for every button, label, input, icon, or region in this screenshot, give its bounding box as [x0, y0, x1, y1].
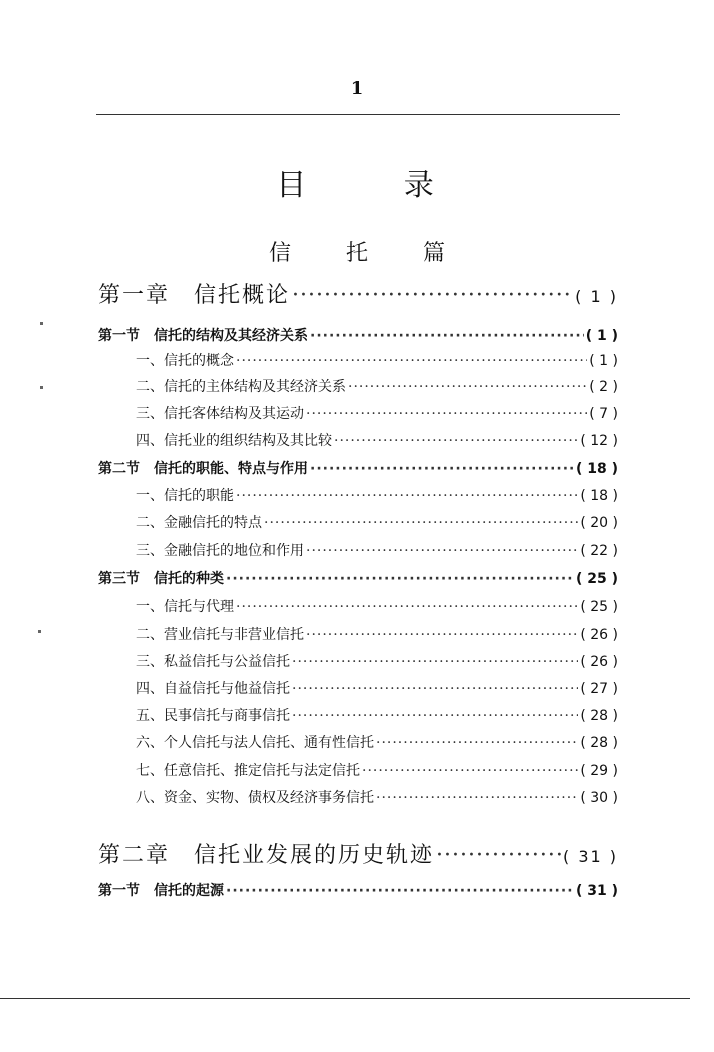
scan-speck: [38, 630, 41, 633]
toc-section: [98, 458, 618, 478]
toc-entry-label: 五、民事信托与商事信托: [136, 708, 290, 724]
toc-entry-page: ( 1 ): [585, 328, 618, 344]
toc-item: [136, 787, 618, 807]
dot-leader: [306, 627, 578, 643]
scan-speck: [40, 322, 43, 325]
dot-leader: [226, 571, 574, 587]
toc-entry-page: ( 12 ): [580, 433, 618, 449]
toc-entry-page: ( 30 ): [580, 790, 618, 806]
dot-leader: [236, 353, 587, 369]
toc-item: [136, 350, 618, 370]
toc-entry-page: ( 2 ): [589, 379, 618, 395]
dot-leader: [310, 328, 584, 344]
toc-entry-label: 二、营业信托与非营业信托: [136, 627, 304, 643]
toc-entry-page: ( 7 ): [589, 406, 618, 422]
toc-item: [136, 678, 618, 698]
dot-leader: [292, 654, 578, 670]
toc-item: [136, 624, 618, 644]
toc-entry-page: ( 18 ): [575, 461, 618, 477]
dot-leader: [310, 461, 574, 477]
toc-section: [98, 880, 618, 900]
dot-leader: [236, 488, 578, 504]
toc-entry-page: ( 27 ): [580, 681, 618, 697]
dot-leader: [292, 708, 578, 724]
toc-chapter: [98, 838, 618, 869]
dot-leader: [264, 515, 578, 531]
toc-entry-label: 第三节 信托的种类: [98, 571, 224, 587]
toc-entry-page: ( 31 ): [575, 883, 618, 899]
toc-item: [136, 596, 618, 616]
toc-entry-page: ( 25 ): [575, 571, 618, 587]
toc-entry-page: ( 28 ): [580, 708, 618, 724]
toc-entry-label: 二、信托的主体结构及其经济关系: [136, 379, 346, 395]
toc-entry-label: 一、信托的概念: [136, 353, 234, 369]
toc-item: [136, 512, 618, 532]
toc-entry-label: 第一节 信托的起源: [98, 883, 224, 899]
toc-entry-page: ( 25 ): [580, 599, 618, 615]
toc-entry-label: 四、信托业的组织结构及其比较: [136, 433, 332, 449]
toc-item: [136, 540, 618, 560]
footer-rule: [0, 998, 690, 999]
toc-item: [136, 430, 618, 450]
toc-item: [136, 732, 618, 752]
toc-entry-label: 一、信托的职能: [136, 488, 234, 504]
toc-item: [136, 760, 618, 780]
dot-leader: [306, 406, 587, 422]
toc-item: [136, 485, 618, 505]
toc-item: [136, 705, 618, 725]
toc-entry-page: ( 29 ): [580, 763, 618, 779]
toc-section: [98, 568, 618, 588]
dot-leader: [362, 763, 578, 779]
scan-speck: [40, 386, 43, 389]
part-title: 信 托 篇: [269, 241, 469, 266]
page-number: 1: [350, 78, 364, 99]
toc-entry-page: ( 26 ): [580, 654, 618, 670]
toc-entry-page: ( 20 ): [580, 515, 618, 531]
dot-leader: [376, 735, 578, 751]
toc-entry-page: ( 28 ): [580, 735, 618, 751]
toc-entry-label: 三、金融信托的地位和作用: [136, 543, 304, 559]
toc-entry-label: 第一节 信托的结构及其经济关系: [98, 328, 308, 344]
dot-leader: [334, 433, 578, 449]
toc-entry-page: ( 26 ): [580, 627, 618, 643]
toc-entry-page: ( 18 ): [580, 488, 618, 504]
toc-entry-label: 四、自益信托与他益信托: [136, 681, 290, 697]
dot-leader: [376, 790, 578, 806]
toc-entry-label: 一、信托与代理: [136, 599, 234, 615]
dot-leader: [292, 283, 573, 308]
dot-leader: [436, 843, 561, 868]
header-rule: [96, 114, 620, 115]
toc-entry-label: 二、金融信托的特点: [136, 515, 262, 531]
toc-entry-label: 八、资金、实物、债权及经济事务信托: [136, 790, 374, 806]
toc-entry-page: ( 1 ): [575, 287, 618, 306]
toc-entry-label: 三、私益信托与公益信托: [136, 654, 290, 670]
dot-leader: [306, 543, 578, 559]
toc-entry-label: 三、信托客体结构及其运动: [136, 406, 304, 422]
dot-leader: [236, 599, 578, 615]
toc-section: [98, 325, 618, 345]
toc-entry-page: ( 31 ): [562, 847, 618, 866]
toc-chapter: [98, 278, 618, 309]
dot-leader: [348, 379, 587, 395]
toc-entry-label: 第一章 信托概论: [98, 283, 291, 308]
toc-item: [136, 376, 618, 396]
toc-entry-label: 第二章 信托业发展的历史轨迹: [98, 843, 435, 868]
toc-entry-page: ( 22 ): [580, 543, 618, 559]
toc-entry-page: ( 1 ): [589, 353, 618, 369]
toc-entry-label: 六、个人信托与法人信托、通有性信托: [136, 735, 374, 751]
toc-item: [136, 651, 618, 671]
toc-entry-label: 七、任意信托、推定信托与法定信托: [136, 763, 360, 779]
dot-leader: [292, 681, 578, 697]
page-title: 目 录: [276, 168, 478, 203]
toc-item: [136, 403, 618, 423]
dot-leader: [226, 883, 574, 899]
toc-entry-label: 第二节 信托的职能、特点与作用: [98, 461, 308, 477]
